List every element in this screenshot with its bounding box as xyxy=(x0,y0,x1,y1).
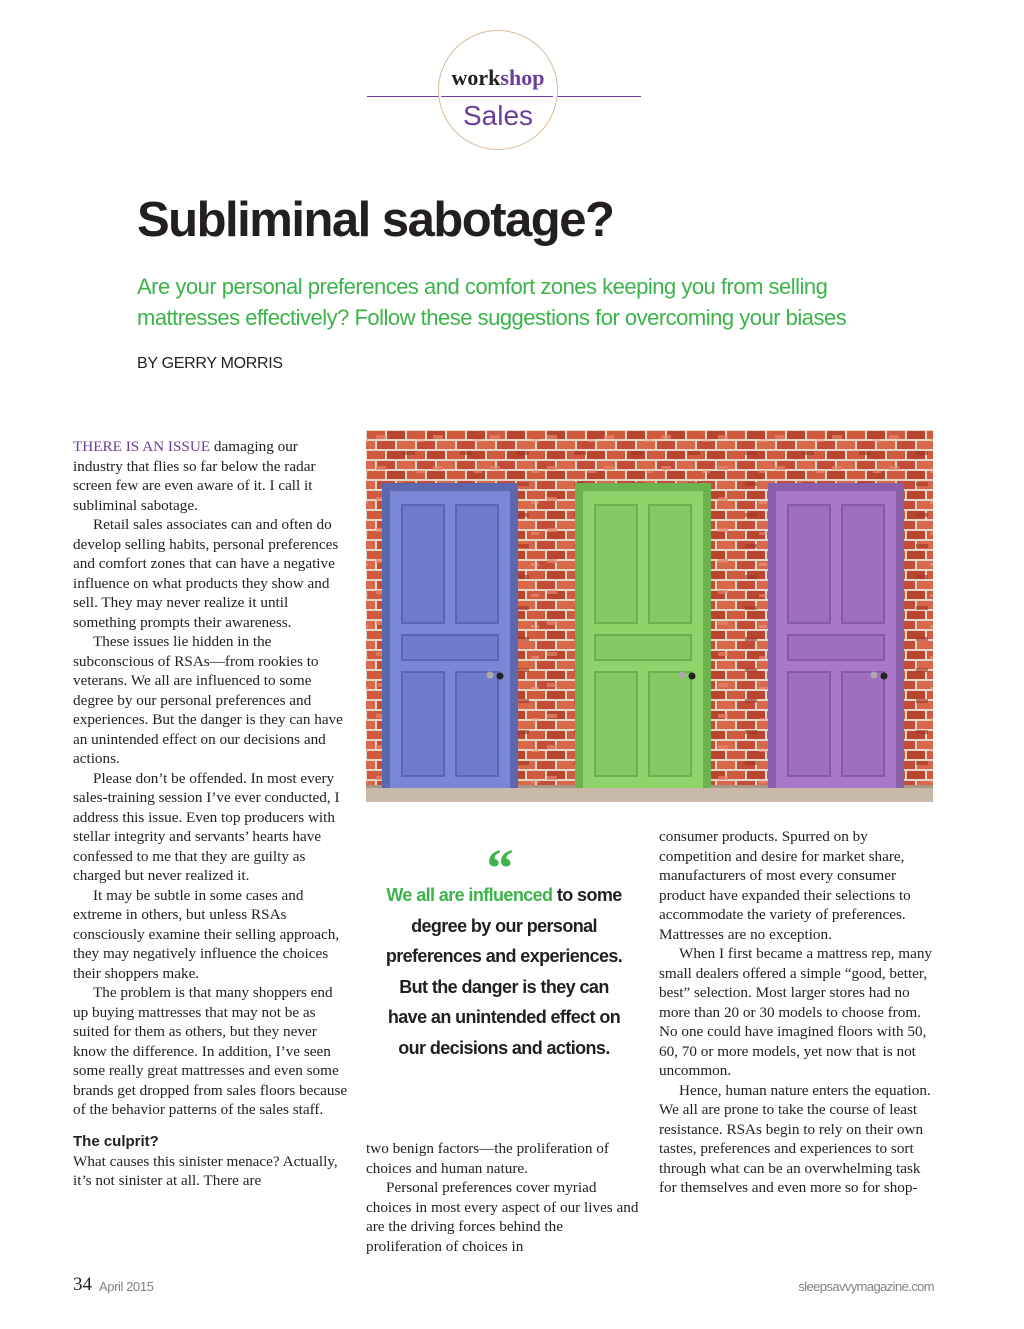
section-label-shop: shop xyxy=(500,65,545,90)
subhead: The culprit? xyxy=(73,1132,159,1150)
badge-inner-rule xyxy=(441,96,553,97)
green-door xyxy=(575,483,711,788)
paragraph: Please don’t be offended. In most every sales-training session I’ve ever conducted, I address this issue. Even top producers with stellar integrity and servants’ hearts have confessed to me that they are guilty as charged but never realized it. xyxy=(73,769,340,884)
body-column-2 xyxy=(366,1139,641,1256)
article-title: Subliminal sabotage? xyxy=(137,193,614,247)
paragraph xyxy=(73,437,348,515)
magazine-url: sleepsavvymagazine.com xyxy=(798,1279,934,1294)
doors-photo xyxy=(366,430,933,802)
purple-door xyxy=(768,483,904,788)
paragraph: The problem is that many shoppers end up buying mattresses that may not be as suited for them as others, but they never know the difference. In addition, I’ve seen some really great mattresses and even some brands get dropped from sales floors because of the behavior patterns of the sales staff. xyxy=(73,984,348,1118)
pull-quote-highlight: We all are influenced xyxy=(386,885,553,905)
pull-quote-text: to some degree by our personal preferences and experiences. But the danger is they can have an unintended effect on our decisions and actions. xyxy=(385,885,623,1058)
subtitle-line-2: mattresses effectively? Follow these suggestions for overcoming your biases xyxy=(137,305,847,330)
paragraph: consumer products. Spurred on by competition and desire for market share, manufacturers of most every consumer product have expanded their selections to accommodate the variety of preferences. Mattresses are no exception. xyxy=(659,828,911,943)
subtitle-line-1: Are your personal preferences and comfort zones keeping you from selling xyxy=(137,274,828,299)
article-subtitle xyxy=(137,271,957,333)
lead-in: THERE IS AN ISSUE xyxy=(73,438,211,455)
body-column-1 xyxy=(73,437,348,1191)
paragraph: Hence, human nature enters the equation. We all are prone to take the course of least resistance. RSAs begin to rely on their own tastes, preferences and experiences to sort through what can be an overwhelming task for themselves and even more so for shop- xyxy=(659,1081,931,1196)
byline: BY GERRY MORRIS xyxy=(137,355,283,372)
paragraph: When I first became a mattress rep, many small dealers offered a simple “good, better, best” selection. Most larger stores had no more than 20 or 30 models to choose from. No one could have imagined floors with 50, 60, 70 or more models, yet now that is not uncommon. xyxy=(659,945,933,1079)
issue-date: April 2015 xyxy=(99,1279,154,1294)
paragraph: Retail sales associates can and often do develop selling habits, personal preferences and comfort zones that can have a negative influence on what products they show and sell. They may never realize it until something prompts their awareness. xyxy=(73,516,339,631)
paragraph: What causes this sinister menace? Actually, it’s not sinister at all. There are xyxy=(73,1152,338,1189)
page-number: 34 xyxy=(73,1274,92,1295)
paragraph: Personal preferences cover myriad choices in most every aspect of our lives and are the driving forces behind the proliferation of choices in xyxy=(366,1179,639,1255)
paragraph: It may be subtle in some cases and extreme in others, but unless RSAs consciously examine their selling approach, they may negatively influence the choices their shoppers make. xyxy=(73,886,340,982)
section-name: Sales xyxy=(462,100,534,131)
section-label-workshop xyxy=(438,64,558,92)
blue-door xyxy=(382,483,518,788)
section-label-work: work xyxy=(451,65,501,90)
paragraph: two benign factors—the proliferation of choices and human nature. xyxy=(366,1140,609,1177)
paragraph-text: damaging our industry that flies so far below the radar screen few are even aware of it. I call it subliminal sabotage. xyxy=(73,438,316,514)
pull-quote xyxy=(378,880,630,1063)
quote-mark: “ xyxy=(486,838,514,898)
body-column-3 xyxy=(659,827,934,1198)
paragraph: These issues lie hidden in the subconscious of RSAs—from rookies to veterans. We all are influenced to some degree by our personal preferences and experiences. But the danger is they can have an unintended effect on our decisions and actions. xyxy=(73,633,343,767)
